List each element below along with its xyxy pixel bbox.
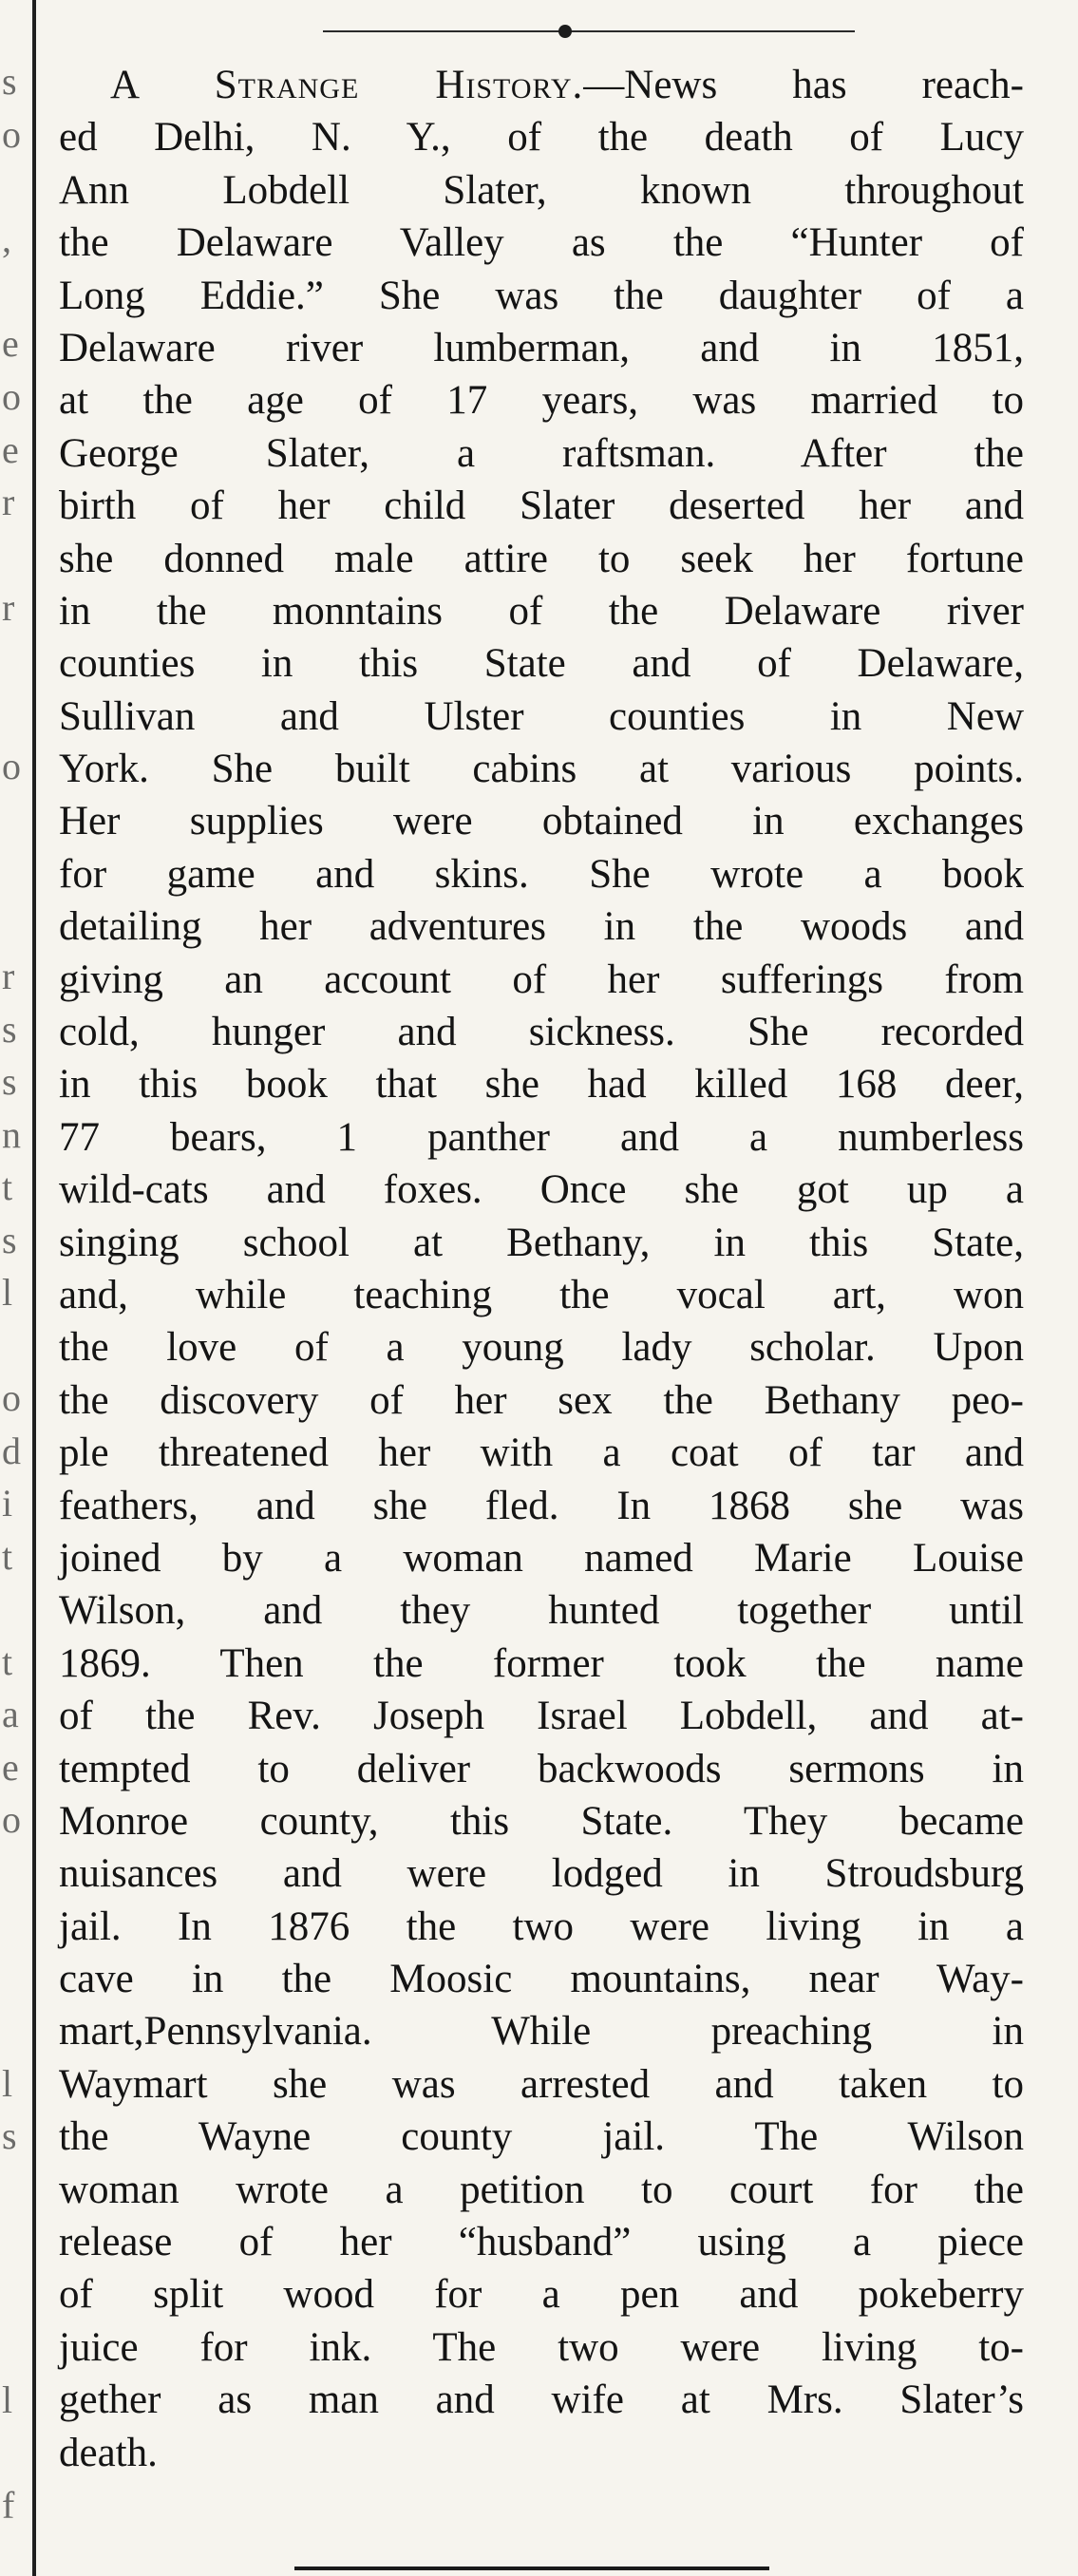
- article: [59, 59, 1024, 2479]
- article-line: counties in this State and of Delaware,: [59, 641, 1024, 687]
- article-line: of the Rev. Joseph Israel Lobdell, and at-: [59, 1694, 1024, 1739]
- article-line: detailing her adventures in the woods and: [59, 904, 1024, 950]
- article-line: release of her “husband” using a piece: [59, 2220, 1024, 2265]
- section-divider-ornament: [323, 28, 855, 34]
- article-line: ed Delhi, N. Y., of the death of Lucy: [59, 115, 1024, 161]
- divider-rule: [323, 30, 855, 32]
- article-line: the Wayne county jail. The Wilson: [59, 2114, 1024, 2160]
- article-line: Delaware river lumberman, and in 1851,: [59, 325, 1024, 370]
- article-line: Monroe county, this State. They became: [59, 1798, 1024, 1844]
- article-line: wild-cats and foxes. Once she got up a: [59, 1167, 1024, 1213]
- article-line: feathers, and she fled. In 1868 she was: [59, 1483, 1024, 1528]
- article-line: tempted to deliver backwoods sermons in: [59, 1746, 1024, 1791]
- article-line: birth of her child Slater deserted her and: [59, 483, 1024, 529]
- article-line: for game and skins. She wrote a book: [59, 851, 1024, 897]
- article-line: juice for ink. The two were living to-: [59, 2324, 1024, 2370]
- article-lead: —News has reach-: [583, 63, 1024, 107]
- article-line: York. She built cabins at various points.: [59, 747, 1024, 792]
- article-line: Waymart she was arrested and taken to: [59, 2061, 1024, 2107]
- article-body: [59, 111, 1024, 2479]
- article-line: George Slater, a raftsman. After the: [59, 430, 1024, 476]
- article-headline: A Strange History.: [110, 63, 584, 107]
- adjacent-column-fragments: s o , e o e r r o r s s n t s l o d i t t a e o l s l f: [2, 60, 21, 2527]
- article-line: giving an account of her sufferings from: [59, 957, 1024, 1002]
- article-line: Wilson, and they hunted together until: [59, 1588, 1024, 1634]
- article-line: in this book that she had killed 168 deer,: [59, 1062, 1024, 1108]
- column-rule: [32, 0, 36, 2576]
- article-line: at the age of 17 years, was married to: [59, 378, 1024, 424]
- bottom-rule: [294, 2567, 769, 2570]
- article-line: 1869. Then the former took the name: [59, 1640, 1024, 1686]
- article-line: Long Eddie.” She was the daughter of a: [59, 273, 1024, 318]
- article-line: cave in the Moosic mountains, near Way-: [59, 1957, 1024, 2002]
- article-line: singing school at Bethany, in this State,: [59, 1220, 1024, 1265]
- article-line: Her supplies were obtained in exchanges: [59, 799, 1024, 844]
- article-line: mart,Pennsylvania. While preaching in: [59, 2009, 1024, 2055]
- article-first-line: [59, 59, 1024, 111]
- article-line: the Delaware Valley as the “Hunter of: [59, 220, 1024, 266]
- article-line: cold, hunger and sickness. She recorded: [59, 1010, 1024, 1055]
- article-line: and, while teaching the vocal art, won: [59, 1272, 1024, 1317]
- divider-dot: [558, 25, 572, 38]
- article-line: joined by a woman named Marie Louise: [59, 1535, 1024, 1581]
- article-line: the love of a young lady scholar. Upon: [59, 1325, 1024, 1371]
- article-line: death.: [59, 2430, 158, 2475]
- article-line: the discovery of her sex the Bethany peo-: [59, 1377, 1024, 1423]
- article-line: she donned male attire to seek her fortune: [59, 536, 1024, 581]
- article-line: gether as man and wife at Mrs. Slater’s: [59, 2377, 1024, 2423]
- article-line: Sullivan and Ulster counties in New: [59, 693, 1024, 739]
- article-line: in the monntains of the Delaware river: [59, 588, 1024, 634]
- article-line: Ann Lobdell Slater, known throughout: [59, 167, 1024, 213]
- article-line: 77 bears, 1 panther and a numberless: [59, 1114, 1024, 1160]
- article-line: jail. In 1876 the two were living in a: [59, 1904, 1024, 1949]
- article-line: woman wrote a petition to court for the: [59, 2167, 1024, 2212]
- article-line: ple threatened her with a coat of tar and: [59, 1430, 1024, 1476]
- article-line: of split wood for a pen and pokeberry: [59, 2272, 1024, 2318]
- article-line: nuisances and were lodged in Stroudsburg: [59, 1851, 1024, 1897]
